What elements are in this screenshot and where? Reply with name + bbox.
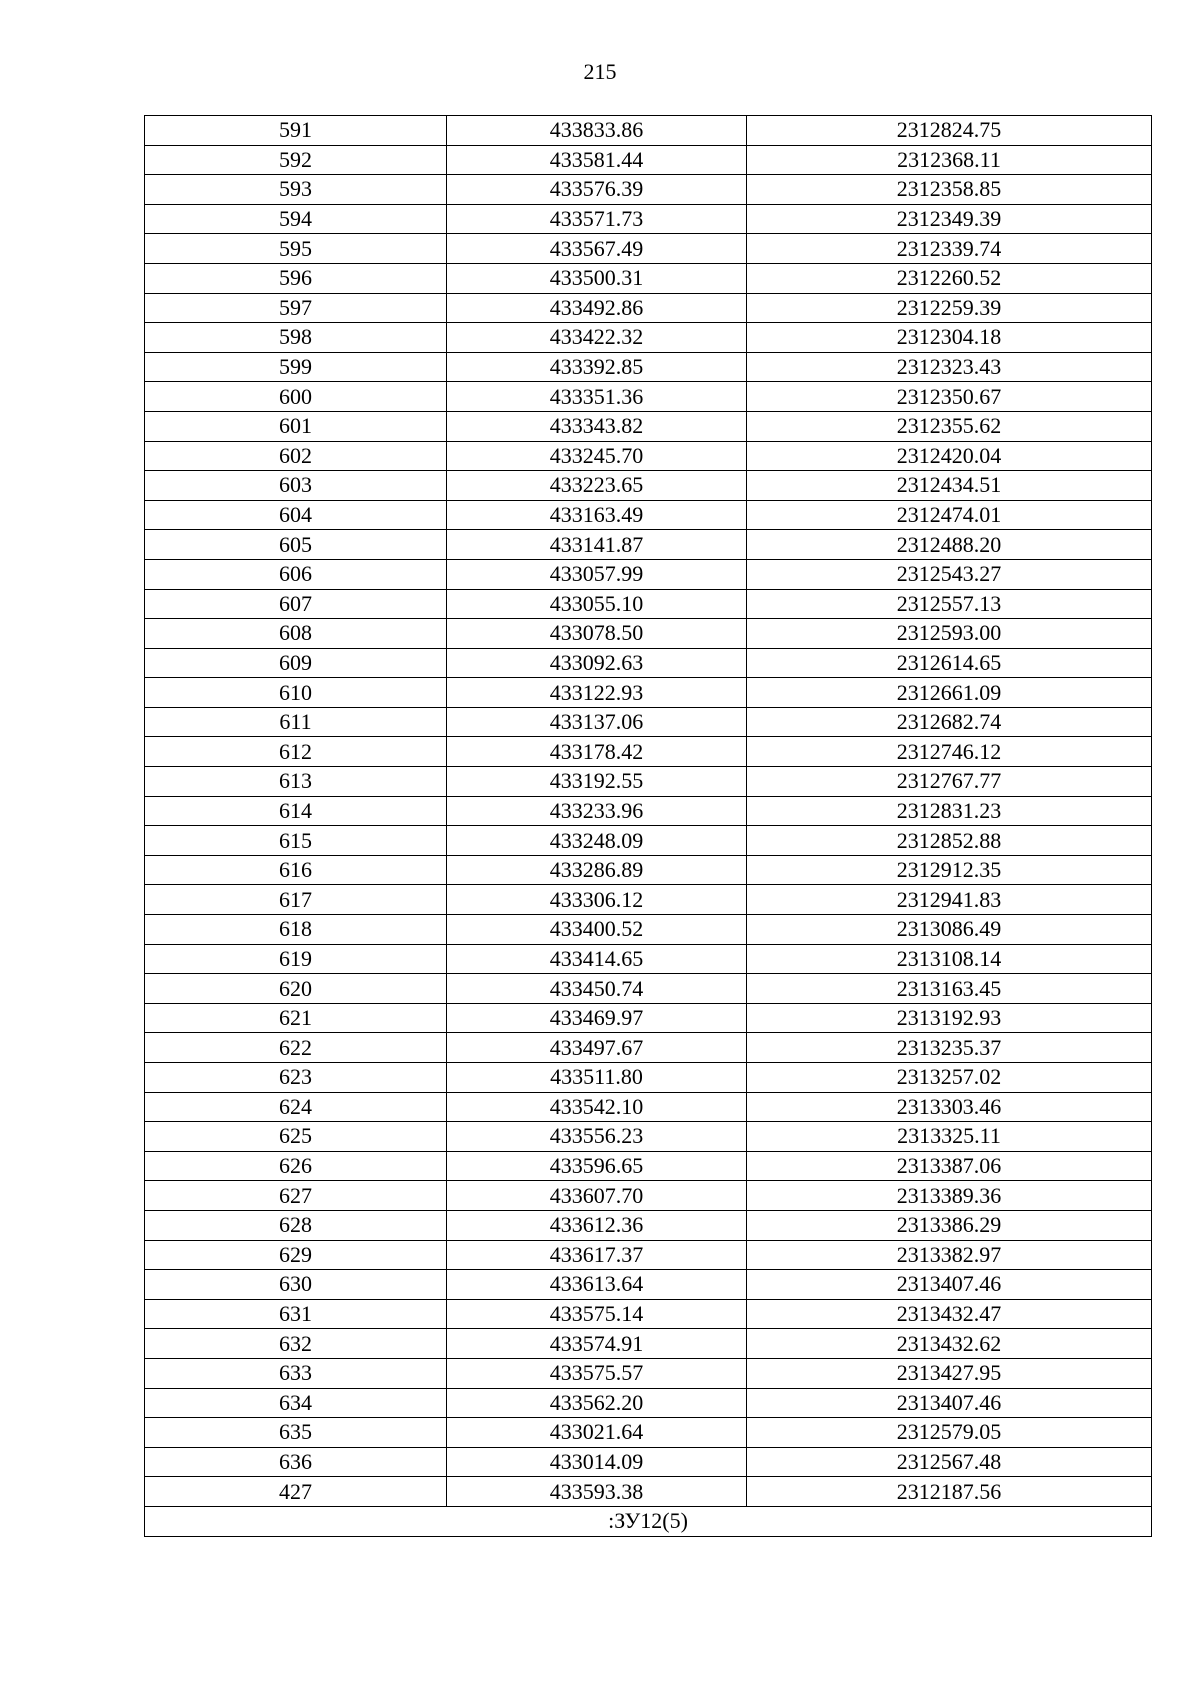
point-number-cell: 604 xyxy=(145,500,447,530)
table-row xyxy=(145,1447,1152,1477)
x-coordinate-cell: 433450.74 xyxy=(447,974,747,1004)
y-coordinate-cell: 2312557.13 xyxy=(747,589,1152,619)
point-number-cell: 632 xyxy=(145,1329,447,1359)
table-row xyxy=(145,1299,1152,1329)
y-coordinate-cell: 2313382.97 xyxy=(747,1240,1152,1270)
table-row xyxy=(145,1329,1152,1359)
y-coordinate-cell: 2312355.62 xyxy=(747,411,1152,441)
y-coordinate-cell: 2312323.43 xyxy=(747,352,1152,382)
x-coordinate-cell: 433576.39 xyxy=(447,175,747,205)
point-number-cell: 622 xyxy=(145,1033,447,1063)
y-coordinate-cell: 2313325.11 xyxy=(747,1122,1152,1152)
point-number-cell: 616 xyxy=(145,855,447,885)
y-coordinate-cell: 2312304.18 xyxy=(747,323,1152,353)
x-coordinate-cell: 433575.14 xyxy=(447,1299,747,1329)
point-number-cell: 601 xyxy=(145,411,447,441)
table-row xyxy=(145,530,1152,560)
x-coordinate-cell: 433233.96 xyxy=(447,796,747,826)
y-coordinate-cell: 2312661.09 xyxy=(747,678,1152,708)
table-row xyxy=(145,1003,1152,1033)
x-coordinate-cell: 433400.52 xyxy=(447,915,747,945)
coordinates-table-body xyxy=(145,116,1152,1537)
y-coordinate-cell: 2312567.48 xyxy=(747,1447,1152,1477)
point-number-cell: 619 xyxy=(145,944,447,974)
y-coordinate-cell: 2312350.67 xyxy=(747,382,1152,412)
table-row xyxy=(145,116,1152,146)
table-row xyxy=(145,382,1152,412)
table-row xyxy=(145,1033,1152,1063)
table-row xyxy=(145,767,1152,797)
point-number-cell: 605 xyxy=(145,530,447,560)
y-coordinate-cell: 2313235.37 xyxy=(747,1033,1152,1063)
point-number-cell: 621 xyxy=(145,1003,447,1033)
table-row xyxy=(145,855,1152,885)
table-row xyxy=(145,1477,1152,1507)
point-number-cell: 609 xyxy=(145,648,447,678)
point-number-cell: 600 xyxy=(145,382,447,412)
point-number-cell: 611 xyxy=(145,707,447,737)
y-coordinate-cell: 2312434.51 xyxy=(747,471,1152,501)
point-number-cell: 603 xyxy=(145,471,447,501)
x-coordinate-cell: 433596.65 xyxy=(447,1151,747,1181)
x-coordinate-cell: 433392.85 xyxy=(447,352,747,382)
table-row xyxy=(145,1063,1152,1093)
x-coordinate-cell: 433248.09 xyxy=(447,826,747,856)
y-coordinate-cell: 2312187.56 xyxy=(747,1477,1152,1507)
point-number-cell: 618 xyxy=(145,915,447,945)
y-coordinate-cell: 2313386.29 xyxy=(747,1210,1152,1240)
point-number-cell: 636 xyxy=(145,1447,447,1477)
point-number-cell: 591 xyxy=(145,116,447,146)
page-number: 215 xyxy=(583,59,617,84)
point-number-cell: 614 xyxy=(145,796,447,826)
x-coordinate-cell: 433574.91 xyxy=(447,1329,747,1359)
y-coordinate-cell: 2313303.46 xyxy=(747,1092,1152,1122)
table-row xyxy=(145,175,1152,205)
x-coordinate-cell: 433092.63 xyxy=(447,648,747,678)
y-coordinate-cell: 2312474.01 xyxy=(747,500,1152,530)
table-row xyxy=(145,1240,1152,1270)
x-coordinate-cell: 433078.50 xyxy=(447,619,747,649)
point-number-cell: 594 xyxy=(145,204,447,234)
y-coordinate-cell: 2313086.49 xyxy=(747,915,1152,945)
table-row xyxy=(145,204,1152,234)
table-row xyxy=(145,1270,1152,1300)
y-coordinate-cell: 2312349.39 xyxy=(747,204,1152,234)
y-coordinate-cell: 2313163.45 xyxy=(747,974,1152,1004)
table-footer-label: :ЗУ12(5) xyxy=(145,1506,1152,1536)
x-coordinate-cell: 433351.36 xyxy=(447,382,747,412)
x-coordinate-cell: 433422.32 xyxy=(447,323,747,353)
x-coordinate-cell: 433571.73 xyxy=(447,204,747,234)
x-coordinate-cell: 433286.89 xyxy=(447,855,747,885)
point-number-cell: 599 xyxy=(145,352,447,382)
table-footer-row xyxy=(145,1506,1152,1536)
table-row xyxy=(145,1210,1152,1240)
x-coordinate-cell: 433469.97 xyxy=(447,1003,747,1033)
x-coordinate-cell: 433542.10 xyxy=(447,1092,747,1122)
y-coordinate-cell: 2313432.47 xyxy=(747,1299,1152,1329)
x-coordinate-cell: 433141.87 xyxy=(447,530,747,560)
table-row xyxy=(145,648,1152,678)
y-coordinate-cell: 2312488.20 xyxy=(747,530,1152,560)
y-coordinate-cell: 2312259.39 xyxy=(747,293,1152,323)
point-number-cell: 634 xyxy=(145,1388,447,1418)
y-coordinate-cell: 2313407.46 xyxy=(747,1388,1152,1418)
point-number-cell: 612 xyxy=(145,737,447,767)
x-coordinate-cell: 433178.42 xyxy=(447,737,747,767)
table-row xyxy=(145,737,1152,767)
point-number-cell: 592 xyxy=(145,145,447,175)
x-coordinate-cell: 433567.49 xyxy=(447,234,747,264)
x-coordinate-cell: 433833.86 xyxy=(447,116,747,146)
x-coordinate-cell: 433500.31 xyxy=(447,263,747,293)
y-coordinate-cell: 2312543.27 xyxy=(747,559,1152,589)
y-coordinate-cell: 2312339.74 xyxy=(747,234,1152,264)
x-coordinate-cell: 433593.38 xyxy=(447,1477,747,1507)
point-number-cell: 593 xyxy=(145,175,447,205)
table-row xyxy=(145,1181,1152,1211)
point-number-cell: 629 xyxy=(145,1240,447,1270)
y-coordinate-cell: 2312614.65 xyxy=(747,648,1152,678)
point-number-cell: 620 xyxy=(145,974,447,1004)
x-coordinate-cell: 433055.10 xyxy=(447,589,747,619)
table-row xyxy=(145,678,1152,708)
x-coordinate-cell: 433343.82 xyxy=(447,411,747,441)
table-row xyxy=(145,915,1152,945)
point-number-cell: 610 xyxy=(145,678,447,708)
coordinates-table xyxy=(144,115,1152,1537)
x-coordinate-cell: 433163.49 xyxy=(447,500,747,530)
y-coordinate-cell: 2312941.83 xyxy=(747,885,1152,915)
table-row xyxy=(145,471,1152,501)
y-coordinate-cell: 2312682.74 xyxy=(747,707,1152,737)
table-row xyxy=(145,885,1152,915)
point-number-cell: 633 xyxy=(145,1358,447,1388)
table-row xyxy=(145,263,1152,293)
x-coordinate-cell: 433612.36 xyxy=(447,1210,747,1240)
y-coordinate-cell: 2312852.88 xyxy=(747,826,1152,856)
point-number-cell: 613 xyxy=(145,767,447,797)
y-coordinate-cell: 2312358.85 xyxy=(747,175,1152,205)
point-number-cell: 607 xyxy=(145,589,447,619)
coordinates-table-container xyxy=(144,115,1151,1537)
table-row xyxy=(145,323,1152,353)
y-coordinate-cell: 2312746.12 xyxy=(747,737,1152,767)
y-coordinate-cell: 2313257.02 xyxy=(747,1063,1152,1093)
y-coordinate-cell: 2312420.04 xyxy=(747,441,1152,471)
table-row xyxy=(145,619,1152,649)
point-number-cell: 597 xyxy=(145,293,447,323)
x-coordinate-cell: 433057.99 xyxy=(447,559,747,589)
x-coordinate-cell: 433511.80 xyxy=(447,1063,747,1093)
point-number-cell: 630 xyxy=(145,1270,447,1300)
point-number-cell: 628 xyxy=(145,1210,447,1240)
table-row xyxy=(145,1388,1152,1418)
table-row xyxy=(145,145,1152,175)
x-coordinate-cell: 433613.64 xyxy=(447,1270,747,1300)
point-number-cell: 602 xyxy=(145,441,447,471)
x-coordinate-cell: 433414.65 xyxy=(447,944,747,974)
table-row xyxy=(145,1151,1152,1181)
point-number-cell: 598 xyxy=(145,323,447,353)
table-row xyxy=(145,293,1152,323)
x-coordinate-cell: 433575.57 xyxy=(447,1358,747,1388)
point-number-cell: 635 xyxy=(145,1418,447,1448)
x-coordinate-cell: 433192.55 xyxy=(447,767,747,797)
table-row xyxy=(145,559,1152,589)
y-coordinate-cell: 2312260.52 xyxy=(747,263,1152,293)
point-number-cell: 626 xyxy=(145,1151,447,1181)
y-coordinate-cell: 2313432.62 xyxy=(747,1329,1152,1359)
table-row xyxy=(145,944,1152,974)
point-number-cell: 623 xyxy=(145,1063,447,1093)
table-row xyxy=(145,441,1152,471)
table-row xyxy=(145,234,1152,264)
y-coordinate-cell: 2313407.46 xyxy=(747,1270,1152,1300)
x-coordinate-cell: 433223.65 xyxy=(447,471,747,501)
y-coordinate-cell: 2312767.77 xyxy=(747,767,1152,797)
table-row xyxy=(145,1122,1152,1152)
y-coordinate-cell: 2312824.75 xyxy=(747,116,1152,146)
y-coordinate-cell: 2313387.06 xyxy=(747,1151,1152,1181)
point-number-cell: 617 xyxy=(145,885,447,915)
table-row xyxy=(145,589,1152,619)
point-number-cell: 606 xyxy=(145,559,447,589)
point-number-cell: 595 xyxy=(145,234,447,264)
x-coordinate-cell: 433562.20 xyxy=(447,1388,747,1418)
y-coordinate-cell: 2313192.93 xyxy=(747,1003,1152,1033)
table-row xyxy=(145,411,1152,441)
y-coordinate-cell: 2313427.95 xyxy=(747,1358,1152,1388)
table-row xyxy=(145,500,1152,530)
table-row xyxy=(145,707,1152,737)
point-number-cell: 427 xyxy=(145,1477,447,1507)
y-coordinate-cell: 2312368.11 xyxy=(747,145,1152,175)
point-number-cell: 615 xyxy=(145,826,447,856)
point-number-cell: 625 xyxy=(145,1122,447,1152)
point-number-cell: 631 xyxy=(145,1299,447,1329)
x-coordinate-cell: 433014.09 xyxy=(447,1447,747,1477)
table-row xyxy=(145,1092,1152,1122)
table-row xyxy=(145,1358,1152,1388)
x-coordinate-cell: 433492.86 xyxy=(447,293,747,323)
table-row xyxy=(145,352,1152,382)
point-number-cell: 624 xyxy=(145,1092,447,1122)
x-coordinate-cell: 433581.44 xyxy=(447,145,747,175)
y-coordinate-cell: 2313108.14 xyxy=(747,944,1152,974)
table-row xyxy=(145,974,1152,1004)
point-number-cell: 627 xyxy=(145,1181,447,1211)
point-number-cell: 608 xyxy=(145,619,447,649)
table-row xyxy=(145,826,1152,856)
x-coordinate-cell: 433607.70 xyxy=(447,1181,747,1211)
x-coordinate-cell: 433617.37 xyxy=(447,1240,747,1270)
y-coordinate-cell: 2313389.36 xyxy=(747,1181,1152,1211)
table-row xyxy=(145,1418,1152,1448)
x-coordinate-cell: 433122.93 xyxy=(447,678,747,708)
x-coordinate-cell: 433306.12 xyxy=(447,885,747,915)
table-row xyxy=(145,796,1152,826)
y-coordinate-cell: 2312593.00 xyxy=(747,619,1152,649)
x-coordinate-cell: 433137.06 xyxy=(447,707,747,737)
x-coordinate-cell: 433497.67 xyxy=(447,1033,747,1063)
y-coordinate-cell: 2312912.35 xyxy=(747,855,1152,885)
x-coordinate-cell: 433556.23 xyxy=(447,1122,747,1152)
y-coordinate-cell: 2312579.05 xyxy=(747,1418,1152,1448)
y-coordinate-cell: 2312831.23 xyxy=(747,796,1152,826)
point-number-cell: 596 xyxy=(145,263,447,293)
x-coordinate-cell: 433021.64 xyxy=(447,1418,747,1448)
x-coordinate-cell: 433245.70 xyxy=(447,441,747,471)
